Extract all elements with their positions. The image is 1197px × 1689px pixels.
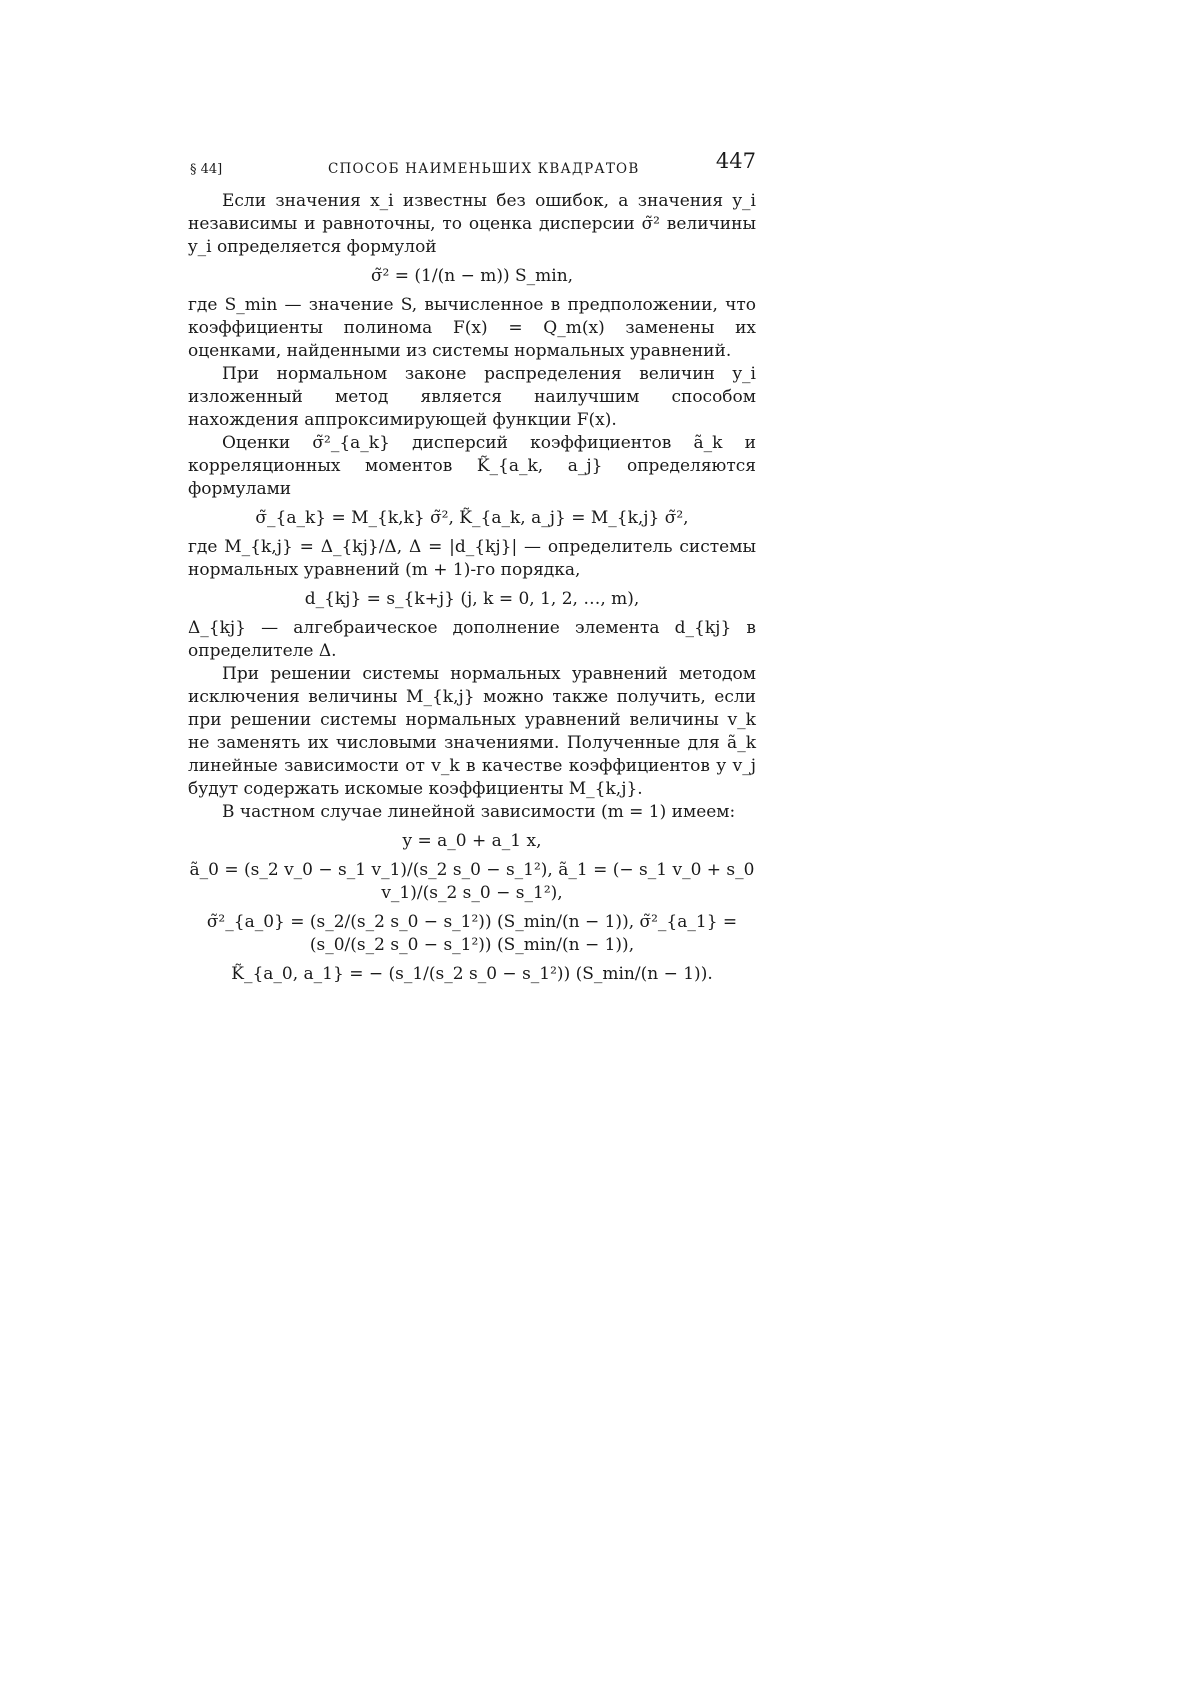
paragraph-7-text: При решении системы нормальных уравнений методом исключения величины M_{k,j} можно также получить, если при решении системы нормальных уравнений величины v_k не заменять их числовыми значениями. Полученные для ã_k линейные зависимости от v_k в качестве коэффициентов у v_j будут содержать искомые коэффициенты M_{k,j}. bbox=[188, 664, 756, 799]
paragraph-4 bbox=[188, 432, 756, 501]
formula-variance-text: σ̃² = (1/(n − m)) S_min, bbox=[370, 266, 574, 286]
formula-coefficient-variances-text: σ̃_{a_k} = M_{k,k} σ̃², K̃_{a_k, a_j} = M_{k,j} σ̃², bbox=[255, 508, 689, 528]
paragraph-4-text: Оценки σ̃²_{a_k} дисперсий коэффициентов ã_k и корреляционных моментов K̃_{a_k, a_j} определяются формулами bbox=[188, 433, 756, 499]
formula-linear-coefficients bbox=[188, 859, 756, 905]
page-number: 447 bbox=[715, 149, 756, 173]
paragraph-6 bbox=[188, 617, 756, 663]
formula-linear-correlation-text: K̃_{a_0, a_1} = − (s_1/(s_2 s_0 − s_1²)) (S_min/(n − 1)). bbox=[231, 964, 713, 984]
paragraph-5 bbox=[188, 536, 756, 582]
formula-linear-variances bbox=[188, 911, 756, 957]
formula-linear-model-text: y = a_0 + a_1 x, bbox=[402, 831, 542, 851]
paragraph-1-text: Если значения x_i известны без ошибок, а значения y_i независимы и равноточны, то оценка дисперсии σ̃² величины y_i определяется формулой bbox=[188, 191, 756, 257]
paragraph-8 bbox=[188, 801, 756, 824]
formula-variance bbox=[188, 265, 756, 288]
formula-linear-variances-text: σ̃²_{a_0} = (s_2/(s_2 s_0 − s_1²)) (S_min/(n − 1)), σ̃²_{a_1} = (s_0/(s_2 s_0 − s_1²)) (S_min/(n − 1)), bbox=[206, 912, 738, 955]
formula-linear-correlation bbox=[188, 963, 756, 986]
formula-coefficient-variances bbox=[188, 507, 756, 530]
book-page bbox=[188, 150, 756, 992]
formula-linear-model bbox=[188, 830, 756, 853]
formula-determinant-elements bbox=[188, 588, 756, 611]
paragraph-2-text: где S_min — значение S, вычисленное в предположении, что коэффициенты полинома F(x) = Q_m(x) заменены их оценками, найденными из системы нормальных уравнений. bbox=[188, 295, 756, 361]
paragraph-8-text: В частном случае линейной зависимости (m = 1) имеем: bbox=[222, 802, 736, 822]
formula-linear-coefficients-text: ã_0 = (s_2 v_0 − s_1 v_1)/(s_2 s_0 − s_1²), ã_1 = (− s_1 v_0 + s_0 v_1)/(s_2 s_0 − s_1²), bbox=[189, 860, 755, 903]
paragraph-3 bbox=[188, 363, 756, 432]
running-title: СПОСОБ НАИМЕНЬШИХ КВАДРАТОВ bbox=[328, 161, 640, 177]
paragraph-1 bbox=[188, 190, 756, 259]
paragraph-5-text: где M_{k,j} = Δ_{kj}/Δ, Δ = |d_{kj}| — определитель системы нормальных уравнений (m + 1)-го порядка, bbox=[188, 537, 756, 580]
paragraph-7 bbox=[188, 663, 756, 801]
formula-determinant-elements-text: d_{kj} = s_{k+j} (j, k = 0, 1, 2, …, m), bbox=[304, 589, 640, 609]
running-head bbox=[188, 150, 756, 190]
section-marker: § 44] bbox=[190, 162, 223, 177]
paragraph-3-text: При нормальном законе распределения величин y_i изложенный метод является наилучшим способом нахождения аппроксимирующей функции F(x). bbox=[188, 364, 756, 430]
paragraph-2 bbox=[188, 294, 756, 363]
paragraph-6-text: Δ_{kj} — алгебраическое дополнение элемента d_{kj} в определителе Δ. bbox=[188, 618, 756, 661]
